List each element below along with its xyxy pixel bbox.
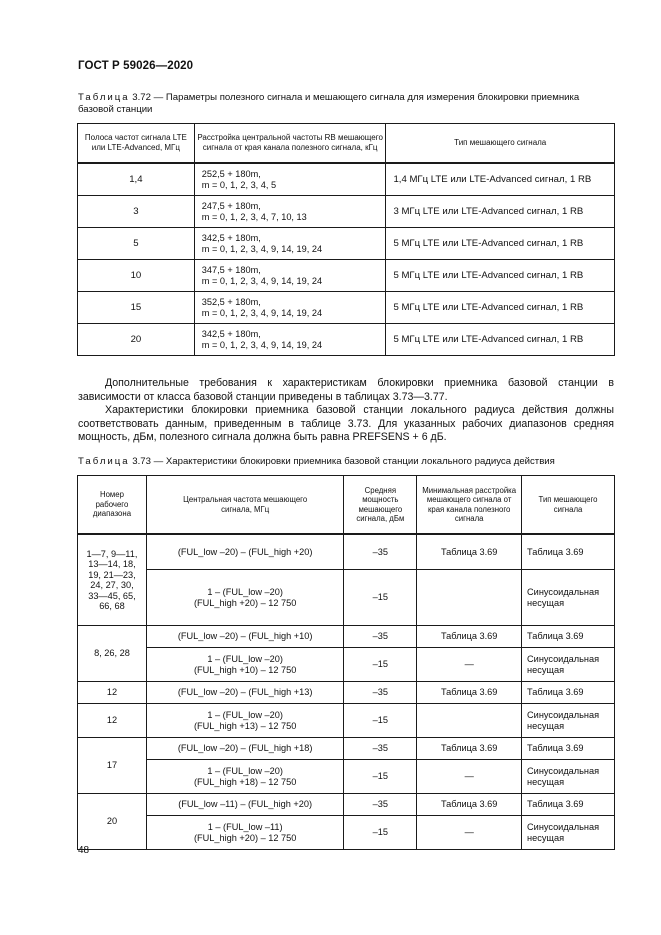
frequency-line: 1 – (FUL_low –20) (207, 766, 283, 776)
offset-line: 342,5 + 180m, (201, 233, 261, 243)
band-cell (78, 534, 147, 626)
table-row (78, 626, 615, 648)
body-text (78, 377, 614, 445)
table-3-73-caption (78, 456, 614, 468)
band-line: 13—14, 18, (88, 559, 136, 569)
band-cell (78, 626, 147, 682)
table-row (78, 292, 615, 324)
band-line: 1—7, 9—11, (86, 548, 138, 559)
type-line: Синусоидальная (527, 654, 600, 664)
type-cell: Таблица 3.69 (522, 626, 615, 648)
type-cell: Таблица 3.69 (522, 738, 615, 760)
type-line: Синусоидальная (527, 710, 600, 720)
offset-cell (194, 228, 386, 260)
offset-cell: — (417, 816, 522, 850)
band-line: 17 (106, 760, 118, 771)
type-line: несущая (527, 776, 565, 787)
table-row (78, 534, 615, 570)
header-center-frequency: Центральная частота мешающего сигнала, МГц (146, 476, 343, 535)
power-cell: –35 (344, 738, 417, 760)
paragraph: Дополнительные требования к характеристикам блокировки приемника базовой станции в зависимости от класса базовой станции приведены в таблицах 3.73—3.77. (78, 377, 614, 403)
type-line: несущая (527, 664, 565, 675)
table-3-72-caption (78, 92, 614, 116)
header-mean-power: Средняя мощность мешающего сигнала, дБм (344, 476, 417, 535)
offset-cell (417, 570, 522, 626)
band-line: 66, 68 (99, 601, 125, 611)
power-cell: –35 (344, 794, 417, 816)
table-3-73 (77, 475, 615, 850)
frequency-line: 1 – (FUL_low –11) (207, 822, 283, 832)
offset-line: m = 0, 1, 2, 3, 4, 9, 14, 19, 24 (201, 339, 323, 350)
type-cell (522, 570, 615, 626)
table-row (78, 816, 615, 850)
offset-line: m = 0, 1, 2, 3, 4, 7, 10, 13 (201, 211, 307, 222)
document-header-title: ГОСТ Р 59026—2020 (78, 60, 194, 72)
table-row (78, 570, 615, 626)
band-cell: 3 (78, 196, 195, 228)
offset-cell (194, 324, 386, 356)
frequency-line: (FUL_high +20) – 12 750 (193, 597, 297, 608)
table-row (78, 163, 615, 196)
frequency-line: (FUL_high +20) – 12 750 (193, 832, 297, 843)
power-cell: –35 (344, 534, 417, 570)
type-line: Синусоидальная (527, 822, 600, 832)
frequency-cell: (FUL_low –20) – (FUL_high +20) (146, 534, 343, 570)
offset-cell (194, 196, 386, 228)
band-line: 24, 27, 30, (90, 580, 134, 590)
type-cell (522, 816, 615, 850)
band-line: 20 (106, 816, 118, 827)
band-cell: 12 (78, 704, 147, 738)
offset-cell: — (417, 760, 522, 794)
offset-line: 247,5 + 180m, (201, 201, 261, 211)
table-row (78, 794, 615, 816)
header-interferer-type: Тип мешающего сигнала (522, 476, 615, 535)
header-interferer-type: Тип мешающего сигнала (386, 124, 615, 164)
type-line: несущая (527, 720, 565, 731)
frequency-cell (146, 760, 343, 794)
band-cell: 20 (78, 324, 195, 356)
power-cell: –15 (344, 704, 417, 738)
offset-cell: Таблица 3.69 (417, 626, 522, 648)
offset-cell: — (417, 648, 522, 682)
caption-text: 3.73 — Характеристики блокировки приемника базовой станции локального радиуса действия (132, 456, 555, 467)
type-line: несущая (527, 597, 565, 608)
frequency-line: 1 – (FUL_low –20) (207, 654, 283, 664)
power-cell: –35 (344, 682, 417, 704)
band-line: 19, 21—23, (88, 569, 136, 580)
frequency-cell (146, 648, 343, 682)
type-cell: Таблица 3.69 (522, 534, 615, 570)
header-offset: Расстройка центральной частоты RB мешающего сигнала от края канала полезного сигнала, кГц (194, 124, 386, 164)
power-cell: –15 (344, 760, 417, 794)
band-cell (78, 794, 147, 850)
band-cell: 12 (78, 682, 147, 704)
table-row (78, 682, 615, 704)
type-line: Синусоидальная (527, 587, 600, 597)
offset-cell: Таблица 3.69 (417, 794, 522, 816)
offset-cell (194, 260, 386, 292)
type-cell: 3 МГц LTE или LTE-Advanced сигнал, 1 RB (386, 196, 615, 228)
header-band: Полоса частот сигнала LTE или LTE-Advanced, МГц (78, 124, 195, 164)
offset-cell (417, 704, 522, 738)
caption-prefix: Таблица (78, 456, 130, 467)
offset-line: 342,5 + 180m, (201, 329, 261, 339)
type-cell (522, 648, 615, 682)
type-cell: Таблица 3.69 (522, 682, 615, 704)
offset-line: m = 0, 1, 2, 3, 4, 9, 14, 19, 24 (201, 307, 323, 318)
table-row (78, 704, 615, 738)
type-cell: 5 МГц LTE или LTE-Advanced сигнал, 1 RB (386, 292, 615, 324)
frequency-cell: (FUL_low –20) – (FUL_high +10) (146, 626, 343, 648)
offset-line: m = 0, 1, 2, 3, 4, 9, 14, 19, 24 (201, 275, 323, 286)
offset-cell (194, 292, 386, 324)
offset-cell: Таблица 3.69 (417, 534, 522, 570)
frequency-line: 1 – (FUL_low –20) (207, 587, 283, 597)
offset-line: m = 0, 1, 2, 3, 4, 5 (201, 179, 277, 190)
power-cell: –35 (344, 626, 417, 648)
type-cell (522, 704, 615, 738)
table-row (78, 738, 615, 760)
frequency-cell: (FUL_low –11) – (FUL_high +20) (146, 794, 343, 816)
type-cell: 5 МГц LTE или LTE-Advanced сигнал, 1 RB (386, 260, 615, 292)
frequency-cell (146, 816, 343, 850)
paragraph: Характеристики блокировки приемника базовой станции локального радиуса действия должны соответствовать данным, приведенным в таблице 3.73. Для указанных рабочих диапазонов средняя мощность, дБм, полезного сигнала должна быть равна PREFSENS + 6 дБ. (78, 404, 614, 443)
band-cell: 1,4 (78, 163, 195, 196)
table-row (78, 196, 615, 228)
page-number: 48 (78, 845, 90, 856)
band-cell: 5 (78, 228, 195, 260)
type-cell: 5 МГц LTE или LTE-Advanced сигнал, 1 RB (386, 228, 615, 260)
power-cell: –15 (344, 648, 417, 682)
frequency-line: 1 – (FUL_low –20) (207, 710, 283, 720)
table-header-row (78, 476, 615, 535)
frequency-line: (FUL_high +18) – 12 750 (193, 776, 297, 787)
offset-line: m = 0, 1, 2, 3, 4, 9, 14, 19, 24 (201, 243, 323, 254)
offset-cell: Таблица 3.69 (417, 682, 522, 704)
header-band-number: Номер рабочего диапазона (78, 476, 147, 535)
band-cell (78, 738, 147, 794)
type-cell (522, 760, 615, 794)
frequency-cell (146, 570, 343, 626)
frequency-line: (FUL_high +10) – 12 750 (193, 664, 297, 675)
caption-text: 3.72 — Параметры полезного сигнала и мешающего сигнала для измерения блокировки приемника базовой станции (78, 92, 580, 115)
frequency-cell (146, 704, 343, 738)
table-3-72 (77, 123, 615, 356)
offset-line: 347,5 + 180m, (201, 265, 261, 275)
frequency-cell: (FUL_low –20) – (FUL_high +18) (146, 738, 343, 760)
type-line: несущая (527, 832, 565, 843)
table-header-row (78, 124, 615, 164)
power-cell: –15 (344, 816, 417, 850)
offset-cell: Таблица 3.69 (417, 738, 522, 760)
type-cell: 5 МГц LTE или LTE-Advanced сигнал, 1 RB (386, 324, 615, 356)
band-cell: 10 (78, 260, 195, 292)
table-row (78, 648, 615, 682)
table-row (78, 760, 615, 794)
band-line: 33—45, 65, (88, 590, 136, 601)
type-line: Синусоидальная (527, 766, 600, 776)
power-cell: –15 (344, 570, 417, 626)
type-cell: Таблица 3.69 (522, 794, 615, 816)
table-row (78, 324, 615, 356)
table-row (78, 260, 615, 292)
header-min-offset: Минимальная расстройка мешающего сигнала от края канала полезного сигнала (417, 476, 522, 535)
frequency-cell: (FUL_low –20) – (FUL_high +13) (146, 682, 343, 704)
type-cell: 1,4 МГц LTE или LTE-Advanced сигнал, 1 RB (386, 163, 615, 196)
table-row (78, 228, 615, 260)
band-cell: 15 (78, 292, 195, 324)
offset-cell (194, 163, 386, 196)
frequency-line: (FUL_high +13) – 12 750 (193, 720, 297, 731)
offset-line: 252,5 + 180m, (201, 169, 261, 179)
offset-line: 352,5 + 180m, (201, 297, 261, 307)
caption-prefix: Таблица (78, 92, 130, 103)
band-line: 8, 26, 28 (94, 648, 130, 659)
